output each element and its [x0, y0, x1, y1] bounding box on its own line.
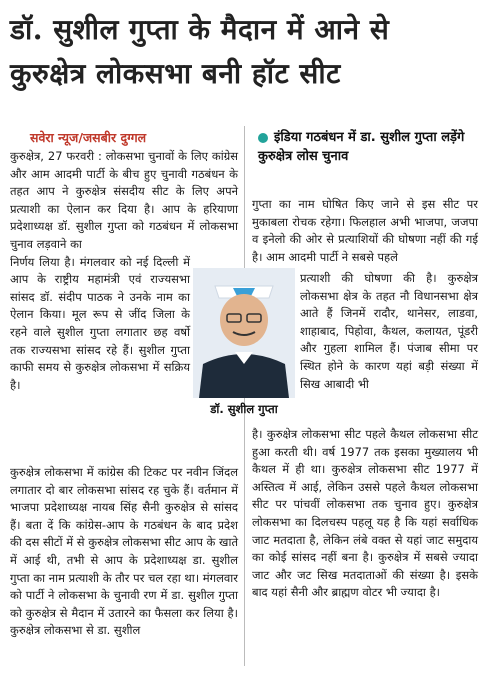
subheading-text: इंडिया गठबंधन में डा. सुशील गुप्ता लड़ेंगे कुरुक्षेत्र लोस चुनाव [258, 130, 465, 164]
headline [10, 8, 480, 96]
right-column-narrow [300, 270, 478, 393]
right-paragraph-bottom: है। कुरुक्षेत्र लोकसभा सीट पहले कैथल लोकसभा सीट हुआ करती थी। वर्ष 1977 तक इसका मुख्यालय भी कैथल में ही था। कुरुक्षेत्र लोकसभा सीट 1977 में अस्तित्व में आई, लेकिन उससे पहले कैथल लोकसभा सीट पर पांचवीं लोकसभा तक चुनाव हुए। कुरुक्षेत्र लोकसभा का दिलचस्प पहलू यह है कि यहां सर्वाधिक जाट मतदाता है, लेकिन लंबे वक्त से यहां जाट समुदाय का कोई सांसद नहीं बना है। कुरुक्षेत्र में सबसे ज्यादा जाट और जट सिख मतदाताओं की संख्या है। इसके बाद यहां सैनी और ब्राह्मण वोटर भी ज्यादा है। [252, 427, 478, 600]
left-column-bottom [10, 464, 238, 640]
headline-line-1: डॉ. सुशील गुप्ता के मैदान में आने से [10, 13, 390, 46]
headline-line-2: कुरुक्षेत्र लोकसभा बनी हॉट सीट [10, 57, 341, 90]
left-paragraph-narrow: निर्णय लिया है। मंगलवार को नई दिल्ली में आप के राष्ट्रीय महामंत्री एवं राज्यसभा सांसद डॉ. संदीप पाठक ने उनके नाम का ऐलान किया। मूल रूप से जींद जिला के रहने वाले सुशील गुप्ता लगातार छह वर्षो तक राज्यसभा सांसद रहे हैं। सुशील गुप्ता काफी समय से कुरुक्षेत्र लोकसभा में सक्रिय है। [10, 254, 190, 392]
subheading [258, 128, 480, 166]
byline: सवेरा न्यूज/जसबीर दुग्गल [30, 130, 147, 145]
circle-bullet-icon [258, 133, 268, 143]
photo-caption: डॉ. सुशील गुप्ता [210, 402, 278, 416]
right-paragraph-top: गुप्ता का नाम घोषित किए जाने से इस सीट पर मुकाबला रोचक रहेगा। फिलहाल अभी भाजपा, जजपा व इनेलो की ओर से प्रत्याशियों की घोषणा नहीं की गई है। आम आदमी पार्टी ने सबसे पहले [252, 197, 478, 264]
right-column-bottom [252, 426, 478, 602]
person-portrait-icon [193, 268, 295, 398]
right-column-top [252, 196, 478, 266]
left-paragraph-top: कुरुक्षेत्र, 27 फरवरी : लोकसभा चुनावों के लिए कांग्रेस और आम आदमी पार्टी के बीच हुए चुनावी गठबंधन के तहत आप ने कुरुक्षेत्र संसदीय सीट के लिए अपने प्रत्याशी का ऐलान कर दिया है। आप के हरियाणा प्रदेशाध्यक्ष डॉ. सुशील गुप्ता को गठबंधन में लोकसभा चुनाव लड़वाने का [10, 149, 238, 251]
portrait-photo [193, 268, 295, 398]
left-paragraph-bottom: कुरुक्षेत्र लोकसभा में कांग्रेस की टिकट पर नवीन जिंदल लगातार दो बार लोकसभा सांसद रह चुके हैं। वर्तमान में भाजपा प्रदेशाध्यक्ष नायब सिंह सैनी कुरुक्षेत्र से सांसद हैं। बता दें कि कांग्रेस-आप के गठबंधन के बाद प्रदेश की दस सीटों में से कुरुक्षेत्र लोकसभा सीट आप के खाते में आई थी, तभी से आप के प्रदेशाध्यक्ष डा. सुशील गुप्ता का नाम प्रत्याशी के तौर पर चल रहा था। मंगलवार को पार्टी ने लोकसभा के चुनावी रण में डा. सुशील गुप्ता को कुरुक्षेत्र से मैदान में उतारने का फैसला कर लिया है। कुरुक्षेत्र लोकसभा से डा. सुशील [10, 465, 238, 638]
right-paragraph-narrow: प्रत्याशी की घोषणा की है। कुरुक्षेत्र लोकसभा क्षेत्र के तहत नौ विधानसभा क्षेत्र आते हैं जिनमें रादौर, थानेसर, लाडवा, शाहाबाद, पिहोवा, कैथल, कलायत, पूंडरी और गुहला शामिल हैं। पंजाब सीमा पर स्थित होने के कारण यहां बड़ी संख्या में सिख आबादी भी [300, 271, 478, 391]
